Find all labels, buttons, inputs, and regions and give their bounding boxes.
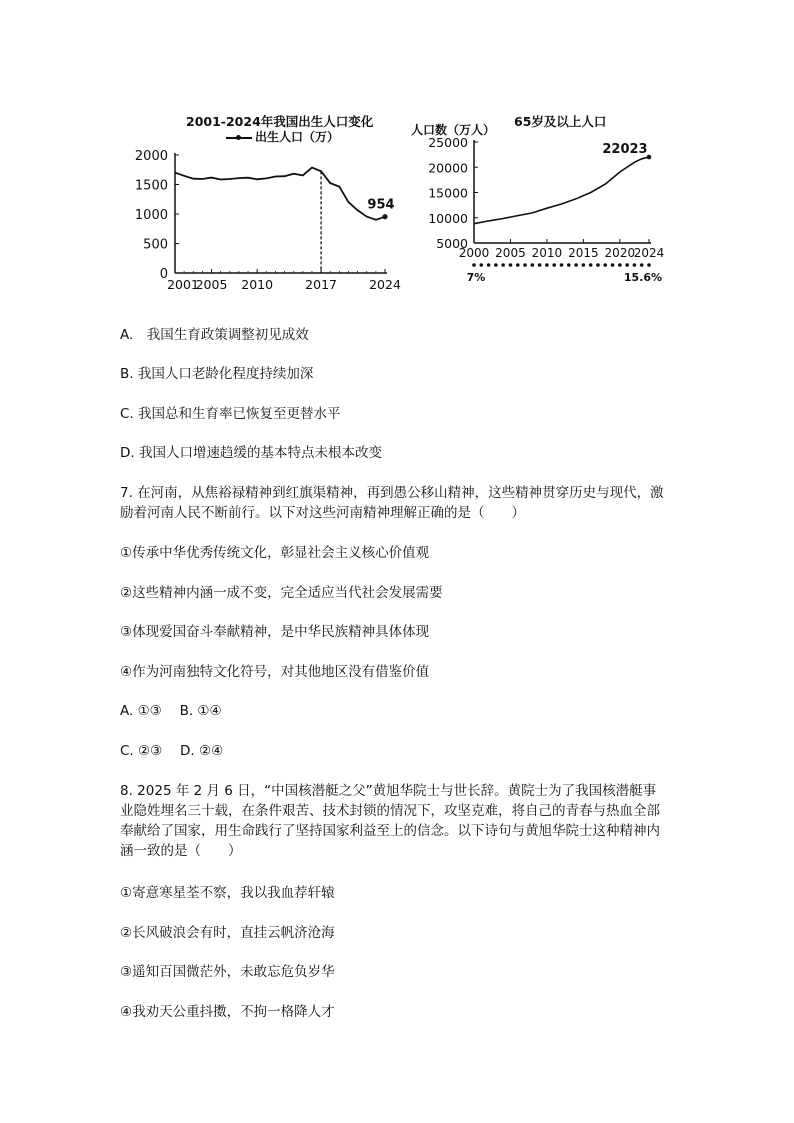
chart2-y-tick-label: 15000 xyxy=(428,185,468,201)
chart2-ratio-dot xyxy=(603,263,607,267)
chart2-ratio-dot xyxy=(567,263,571,267)
chart1-x-tick-label: 2010 xyxy=(241,277,274,292)
chart2-x-tick-label: 2010 xyxy=(531,246,563,260)
q8-item-2: ②长风破浪会有时，直挂云帆济沧海 xyxy=(120,925,335,941)
chart2-x-tick-label: 2005 xyxy=(495,246,526,260)
legend-line-marker xyxy=(226,137,252,139)
chart2-ratio-dot xyxy=(538,263,542,267)
chart1-x-tick-label: 2005 xyxy=(195,277,228,292)
q8-item-1: ①寄意寒星荃不察，我以我血荐轩辕 xyxy=(120,885,335,901)
chart2-ratio-dot xyxy=(560,263,564,267)
chart1-legend-label: 出生人口（万） xyxy=(255,130,340,144)
chart1-series-line xyxy=(175,168,385,220)
chart2-plot xyxy=(420,134,680,284)
q8-stem: 8. 2025 年 2 月 6 日，“中国核潜艇之父”黄旭华院士与世长辞。黄院士为了我国核潜艇事业隐姓埋名三十载，在条件艰苦、技术封锁的情况下，攻坚克难，将自己的青春与热血全部奉献给了国家，用生命践行了坚持国家利益至上的信念。以下诗句与黄旭华院士这种精神内涵一致的是（ ） xyxy=(120,783,660,859)
chart2-ratio-dot xyxy=(625,263,629,267)
q6-option-b: B. 我国人口老龄化程度持续加深 xyxy=(120,366,314,382)
chart2-ratio-dot xyxy=(611,263,615,267)
q7-item-2: ②这些精神内涵一成不变，完全适应当代社会发展需要 xyxy=(120,585,443,601)
chart2-x-tick-label: 2000 xyxy=(458,246,490,260)
chart2-title: 65岁及以上人口 xyxy=(514,114,607,129)
chart2-x-tick-label: 2015 xyxy=(568,246,599,260)
chart2-ratio-dot xyxy=(596,263,600,267)
chart2-x-tick-label: 2020 xyxy=(604,246,636,260)
q7-item-1: ①传承中华优秀传统文化，彰显社会主义核心价值观 xyxy=(120,545,430,561)
chart2-ratio-dot xyxy=(509,263,513,267)
q7-item-4: ④作为河南独特文化符号，对其他地区没有借鉴价值 xyxy=(120,664,430,680)
chart2-ratio-dot xyxy=(472,263,476,267)
chart2-ratio-dot xyxy=(545,263,549,267)
chart2-ratio-dot xyxy=(479,263,483,267)
q6-option-d: D. 我国人口增速趋缓的基本特点未根本改变 xyxy=(120,445,382,461)
chart2-ratio-dot xyxy=(574,263,578,267)
chart2-x-tick-label: 2024 xyxy=(633,246,665,260)
q7-choices-ab: A. ①③ B. ①④ xyxy=(120,703,222,719)
chart1-y-tick-label: 500 xyxy=(143,237,168,253)
chart2-ratio-dot xyxy=(516,263,520,267)
chart2-y-tick-label: 25000 xyxy=(428,135,468,150)
chart1-title: 2001-2024年我国出生人口变化 xyxy=(186,114,374,129)
chart2-series-line xyxy=(474,157,649,224)
chart2-ratio-dot xyxy=(494,263,498,267)
q6-option-c: C. 我国总和生育率已恢复至更替水平 xyxy=(120,406,341,422)
chart1-plot xyxy=(134,145,401,295)
chart2-ratio-dot xyxy=(640,263,644,267)
chart2-ratio-start-label: 7% xyxy=(466,271,486,284)
q7-item-3: ③体现爱国奋斗奉献精神，是中华民族精神具体体现 xyxy=(120,624,430,640)
chart2-ratio-dot xyxy=(589,263,593,267)
chart1-data-label: 954 xyxy=(367,197,395,213)
chart1-x-tick-label: 2001 xyxy=(167,277,199,292)
chart2-ratio-dot xyxy=(523,263,527,267)
chart2-ratio-dot xyxy=(633,263,637,267)
q8-item-4: ④我劝天公重抖擞，不拘一格降人才 xyxy=(120,1004,335,1020)
chart2-ratio-dot xyxy=(531,263,535,267)
chart1-x-tick-label: 2024 xyxy=(369,277,401,292)
chart2-ratio-dot xyxy=(618,263,622,267)
chart2-data-label: 22023 xyxy=(602,142,648,158)
q8-item-3: ③遥知百国微茫外，未敢忘危负岁华 xyxy=(120,964,335,980)
chart2-ratio-dot xyxy=(552,263,556,267)
chart2-ylabel: 人口数（万人） xyxy=(411,123,496,137)
chart2-ratio-dot xyxy=(487,263,491,267)
chart1-y-tick-label: 2000 xyxy=(134,149,168,164)
chart1-legend xyxy=(226,128,339,145)
chart2-y-tick-label: 10000 xyxy=(428,210,468,226)
q6-option-a: A. 我国生育政策调整初见成效 xyxy=(120,327,309,343)
chart1-y-tick-label: 0 xyxy=(159,267,168,282)
chart2-ratio-dot xyxy=(647,263,651,267)
chart2-y-tick-label: 20000 xyxy=(428,160,468,176)
chart1-x-tick-label: 2017 xyxy=(305,277,337,292)
chart2-ratio-end-label: 15.6% xyxy=(623,271,663,284)
chart1-y-tick-label: 1000 xyxy=(134,208,168,223)
chart2-y-tick-label: 5000 xyxy=(436,236,468,251)
q7-choices-cd: C. ②③ D. ②④ xyxy=(120,743,224,759)
chart2-ratio-dot xyxy=(501,263,505,267)
q7-stem: 7. 在河南，从焦裕禄精神到红旗渠精神，再到愚公移山精神，这些精神贯穿历史与现代，激励着河南人民不断前行。以下对这些河南精神理解正确的是（ ） xyxy=(120,485,664,521)
chart2-ratio-dot xyxy=(582,263,586,267)
chart1-y-tick-label: 1500 xyxy=(134,178,168,194)
chart1-end-point xyxy=(382,214,387,219)
